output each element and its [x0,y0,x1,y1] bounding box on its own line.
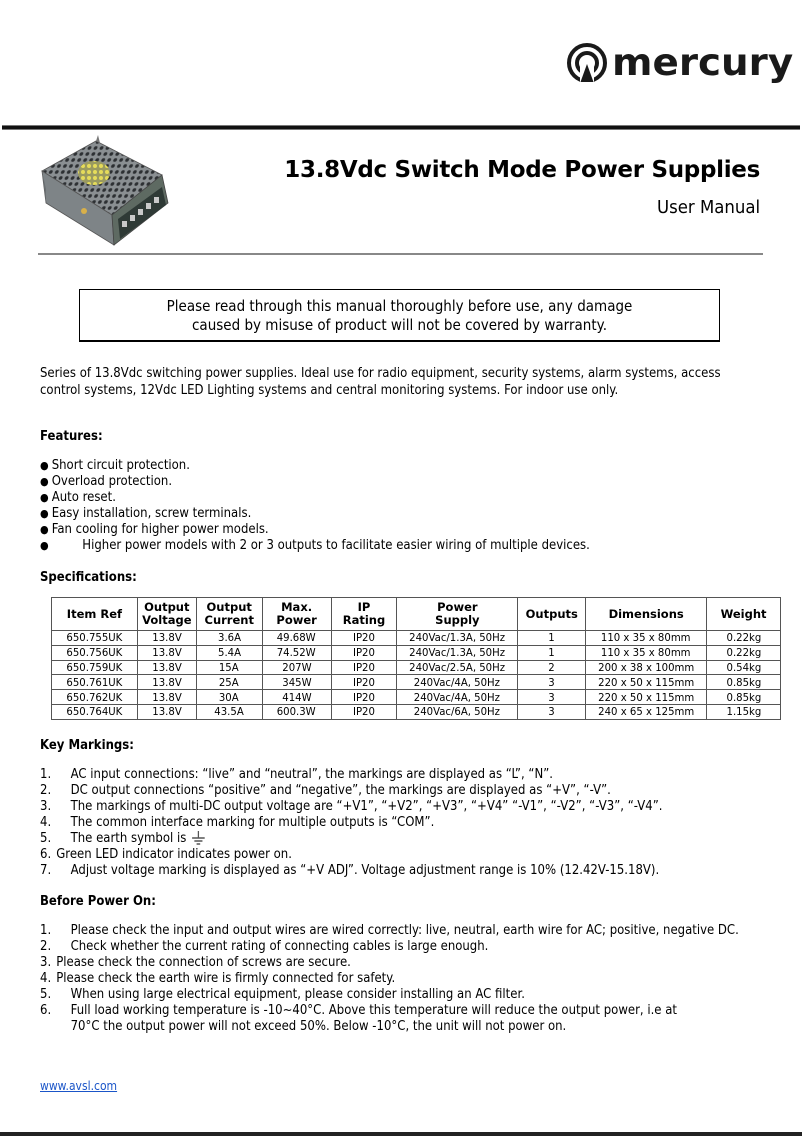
column-header: Weight [707,598,781,631]
list-item: ● Auto reset. [40,490,116,505]
list-item: 3. Please check the connection of screws are secure. [40,955,351,970]
list-item: 5. The earth symbol is [40,831,663,847]
document-title: 13.8Vdc Switch Mode Power Supplies [284,157,760,183]
bullet-icon: ● [40,475,49,488]
list-item: ● Overload protection. [40,474,173,489]
column-header: Power Supply [397,598,518,631]
footer-divider [0,1132,802,1136]
table-row: 650.756UK 13.8V 5.4A 74.52W IP20 240Vac/1.3A, 50Hz 1 110 x 35 x 80mm 0.22kg [52,645,781,660]
table-row: 650.759UK 13.8V 15A 207W IP20 240Vac/2.5A, 50Hz 2 200 x 38 x 100mm 0.54kg [52,660,781,675]
notice-line: caused by misuse of product will not be covered by warranty. [191,316,607,334]
list-item: 2. DC output connections “positive” and “negative”, the markings are displayed as “+V”, “-V”. [40,783,611,798]
list-item: 1. Please check the input and output wires are wired correctly: live, neutral, earth wire for AC; positive, negative DC. [40,923,739,938]
intro-line: Series of 13.8Vdc switching power supplies. Ideal use for radio equipment, security systems, alarm systems, access [40,366,721,381]
warranty-notice [79,289,720,342]
intro-line: control systems, 12Vdc LED Lighting systems and central monitoring systems. For indoor use only. [40,383,619,398]
column-header: IP Rating [331,598,397,631]
key-markings-heading: Key Markings: [40,738,134,753]
list-item: ● Easy installation, screw terminals. [40,506,252,521]
bullet-icon: ● [40,491,49,504]
column-header: Outputs [518,598,586,631]
list-item: 7. Adjust voltage marking is displayed as “+V ADJ”. Voltage adjustment range is 10% (12.42V-15.18V). [40,863,660,878]
column-header: Max. Power [262,598,331,631]
table-row: 650.755UK 13.8V 3.6A 49.68W IP20 240Vac/1.3A, 50Hz 1 110 x 35 x 80mm 0.22kg [52,631,781,646]
features-heading: Features: [40,429,103,444]
list-item: 3. The markings of multi-DC output voltage are “+V1”, “+V2”, “+V3”, “+V4” “-V1”, “-V2”, “-V3”, “-V4”. [40,799,663,814]
column-header: Output Voltage [137,598,196,631]
specifications-table [51,597,781,720]
specifications-heading: Specifications: [40,570,137,585]
website-link[interactable]: www.avsl.com [40,1079,118,1093]
list-item: ● Short circuit protection. [40,458,190,473]
intro-paragraph [40,365,721,399]
radio-signal-icon [566,42,608,84]
list-item: 4. The common interface marking for multiple outputs is “COM”. [40,815,435,830]
title-divider [38,253,763,255]
before-power-on-list [40,923,739,1035]
notice-line: Please read through this manual thoroughly before use, any damage [166,297,633,315]
table-row: 650.761UK 13.8V 25A 345W IP20 240Vac/4A, 50Hz 3 220 x 50 x 115mm 0.85kg [52,675,781,690]
features-list [40,458,590,554]
earth-ground-icon [190,831,206,847]
key-markings-list [40,767,663,879]
table-row: 650.762UK 13.8V 30A 414W IP20 240Vac/4A, 50Hz 3 220 x 50 x 115mm 0.85kg [52,690,781,705]
table-header-row [52,598,781,631]
column-header: Output Current [196,598,262,631]
bullet-icon: ● [40,507,49,520]
list-item: 6. Green LED indicator indicates power on. [40,847,292,862]
column-header: Dimensions [586,598,707,631]
column-header: Item Ref [52,598,138,631]
product-image [38,133,172,251]
list-item: 1. AC input connections: “live” and “neutral”, the markings are displayed as “L”, “N”. [40,767,554,782]
list-item: ● Higher power models with 2 or 3 outputs to facilitate easier wiring of multiple devices. [40,538,590,553]
header-divider [2,125,800,130]
brand-logo [566,41,794,84]
bullet-icon: ● [40,523,49,536]
list-item: 4. Please check the earth wire is firmly connected for safety. [40,971,396,986]
list-item: ● Fan cooling for higher power models. [40,522,269,537]
before-power-on-heading: Before Power On: [40,894,156,909]
list-item: 6. Full load working temperature is -10~40°C. Above this temperature will reduce the output power, i.e at 70°C the output power will not exceed 50%. Below -10°C, the unit will not power on. [40,1003,677,1034]
brand-name: mercury [612,41,794,84]
table-row: 650.764UK 13.8V 43.5A 600.3W IP20 240Vac/6A, 50Hz 3 240 x 65 x 125mm 1.15kg [52,704,781,719]
bullet-icon: ● [40,459,49,472]
list-item: 5. When using large electrical equipment, please consider installing an AC filter. [40,987,525,1002]
bullet-icon: ● [40,539,49,552]
list-item: 2. Check whether the current rating of connecting cables is large enough. [40,939,489,954]
document-subtitle: User Manual [656,197,760,218]
